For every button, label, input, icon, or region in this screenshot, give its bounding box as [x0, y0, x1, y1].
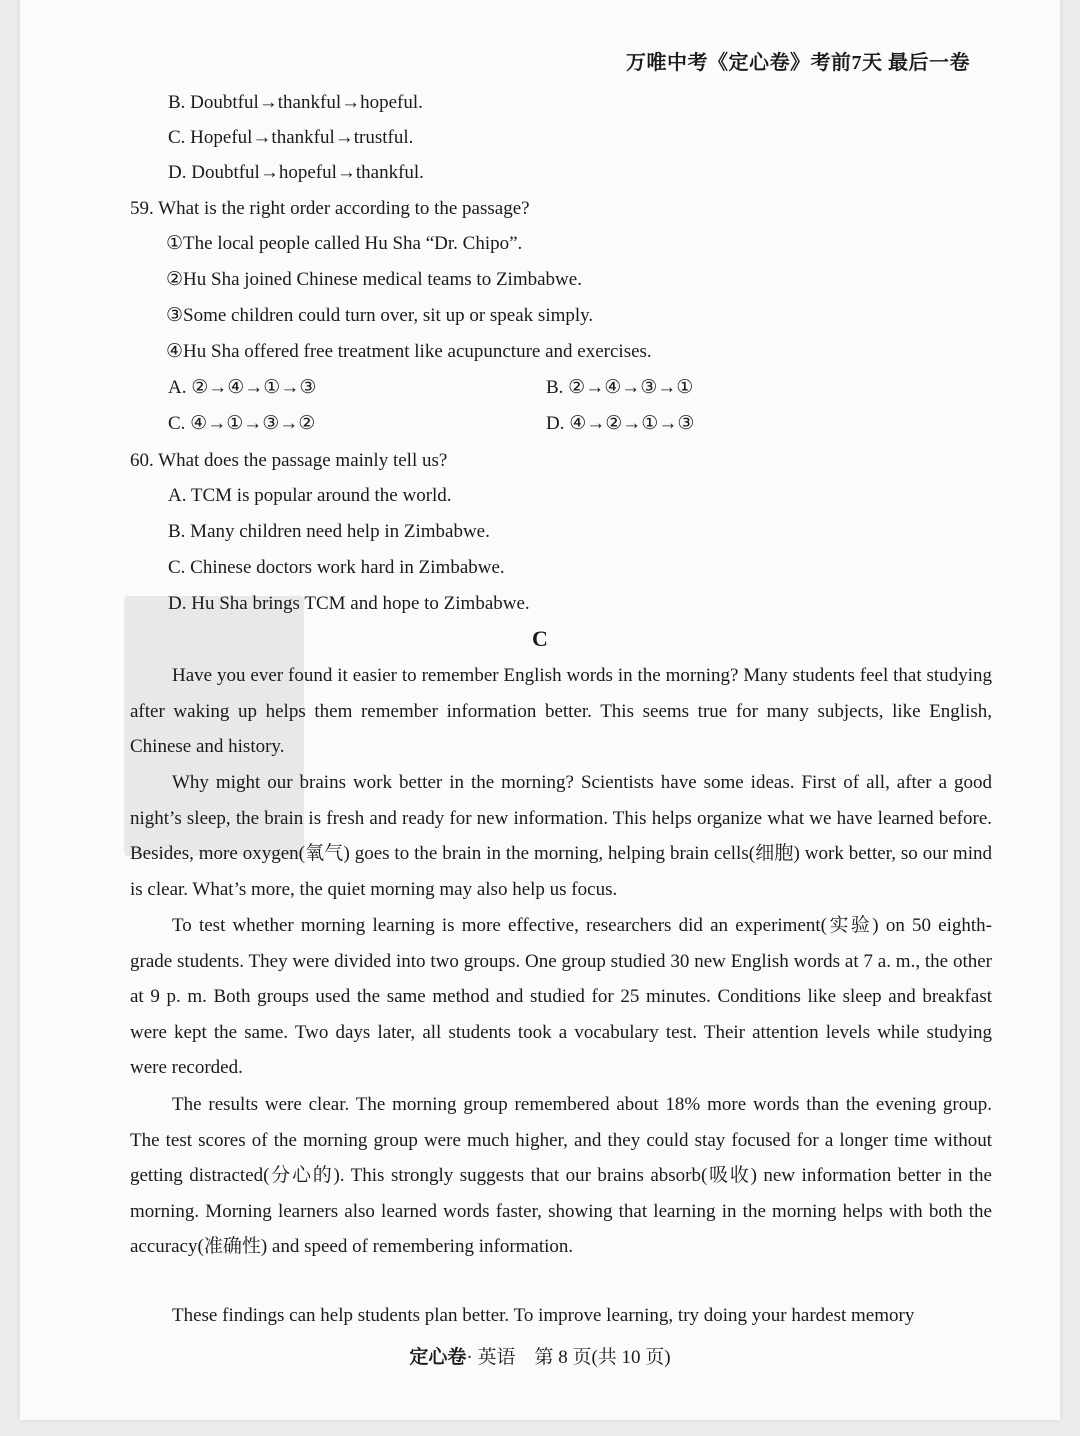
q58-option-b: B. Doubtful→thankful→hopeful.: [168, 92, 423, 113]
q60-option-c: C. Chinese doctors work hard in Zimbabwe.: [168, 557, 505, 578]
q59-item-4: ④Hu Sha offered free treatment like acupuncture and exercises.: [166, 341, 652, 362]
passage-paragraph-2: Why might our brains work better in the morning? Scientists have some ideas. First of all, after a good night’s sleep, the brain is fresh and ready for new information. This helps organize what we have learned before. Besides, more oxygen(氧气) goes to the brain in the morning, helping brain cells(细胞) work better, so our mind is clear. What’s more, the quiet morning may also help us focus.: [130, 772, 992, 900]
q60-question: 60. What does the passage mainly tell us?: [130, 450, 448, 471]
q59-item-3: ③Some children could turn over, sit up or speak simply.: [166, 305, 594, 326]
q59-option-d: D. ④→②→①→③: [546, 413, 695, 434]
footer-page-info: · 英语 第 8 页(共 10 页): [466, 1347, 671, 1368]
page-header: 万唯中考《定心卷》考前7天 最后一卷: [626, 52, 970, 74]
passage-paragraph-5: These findings can help students plan better. To improve learning, try doing your hardest memory: [172, 1305, 915, 1326]
page-footer: [20, 1342, 1060, 1369]
footer-brand: 定心卷: [409, 1347, 467, 1368]
passage-paragraph-3: To test whether morning learning is more effective, researchers did an experiment(实验) on 50 eighth-grade students. They were divided into two groups. One group studied 30 new English words at 7 a. m., the other at 9 p. m. Both groups used the same method and studied for 25 minutes. Conditions like sleep and breakfast were kept the same. Two days later, all students took a vocabulary test. Their attention levels while studying were recorded.: [130, 915, 992, 1079]
q59-option-a: A. ②→④→①→③: [168, 377, 317, 398]
q58-option-c: C. Hopeful→thankful→trustful.: [168, 127, 414, 148]
passage-paragraph-1: Have you ever found it easier to remember English words in the morning? Many students feel that studying after waking up helps them remember information better. This seems true for many subjects, like English, Chinese and history.: [130, 665, 992, 758]
q59-option-b: B. ②→④→③→①: [546, 377, 694, 398]
passage-paragraph-4: The results were clear. The morning group remembered about 18% more words than the evening group. The test scores of the morning group were much higher, and they could stay focused for a longer time without getting distracted(分心的). This strongly suggests that our brains absorb(吸收) new information better in the morning. Morning learners also learned words faster, showing that learning in the morning helps with both the accuracy(准确性) and speed of remembering information.: [130, 1094, 992, 1258]
q60-option-a: A. TCM is popular around the world.: [168, 485, 452, 506]
q60-option-b: B. Many children need help in Zimbabwe.: [168, 521, 490, 542]
q59-item-2: ②Hu Sha joined Chinese medical teams to Zimbabwe.: [166, 269, 582, 290]
q59-option-c: C. ④→①→③→②: [168, 413, 316, 434]
exam-page: [20, 0, 1060, 1420]
q60-option-d: D. Hu Sha brings TCM and hope to Zimbabwe.: [168, 593, 530, 614]
q59-question: 59. What is the right order according to the passage?: [130, 198, 530, 219]
q58-option-d: D. Doubtful→hopeful→thankful.: [168, 162, 424, 183]
q59-item-1: ①The local people called Hu Sha “Dr. Chipo”.: [166, 233, 523, 254]
section-c-title: C: [532, 626, 548, 651]
